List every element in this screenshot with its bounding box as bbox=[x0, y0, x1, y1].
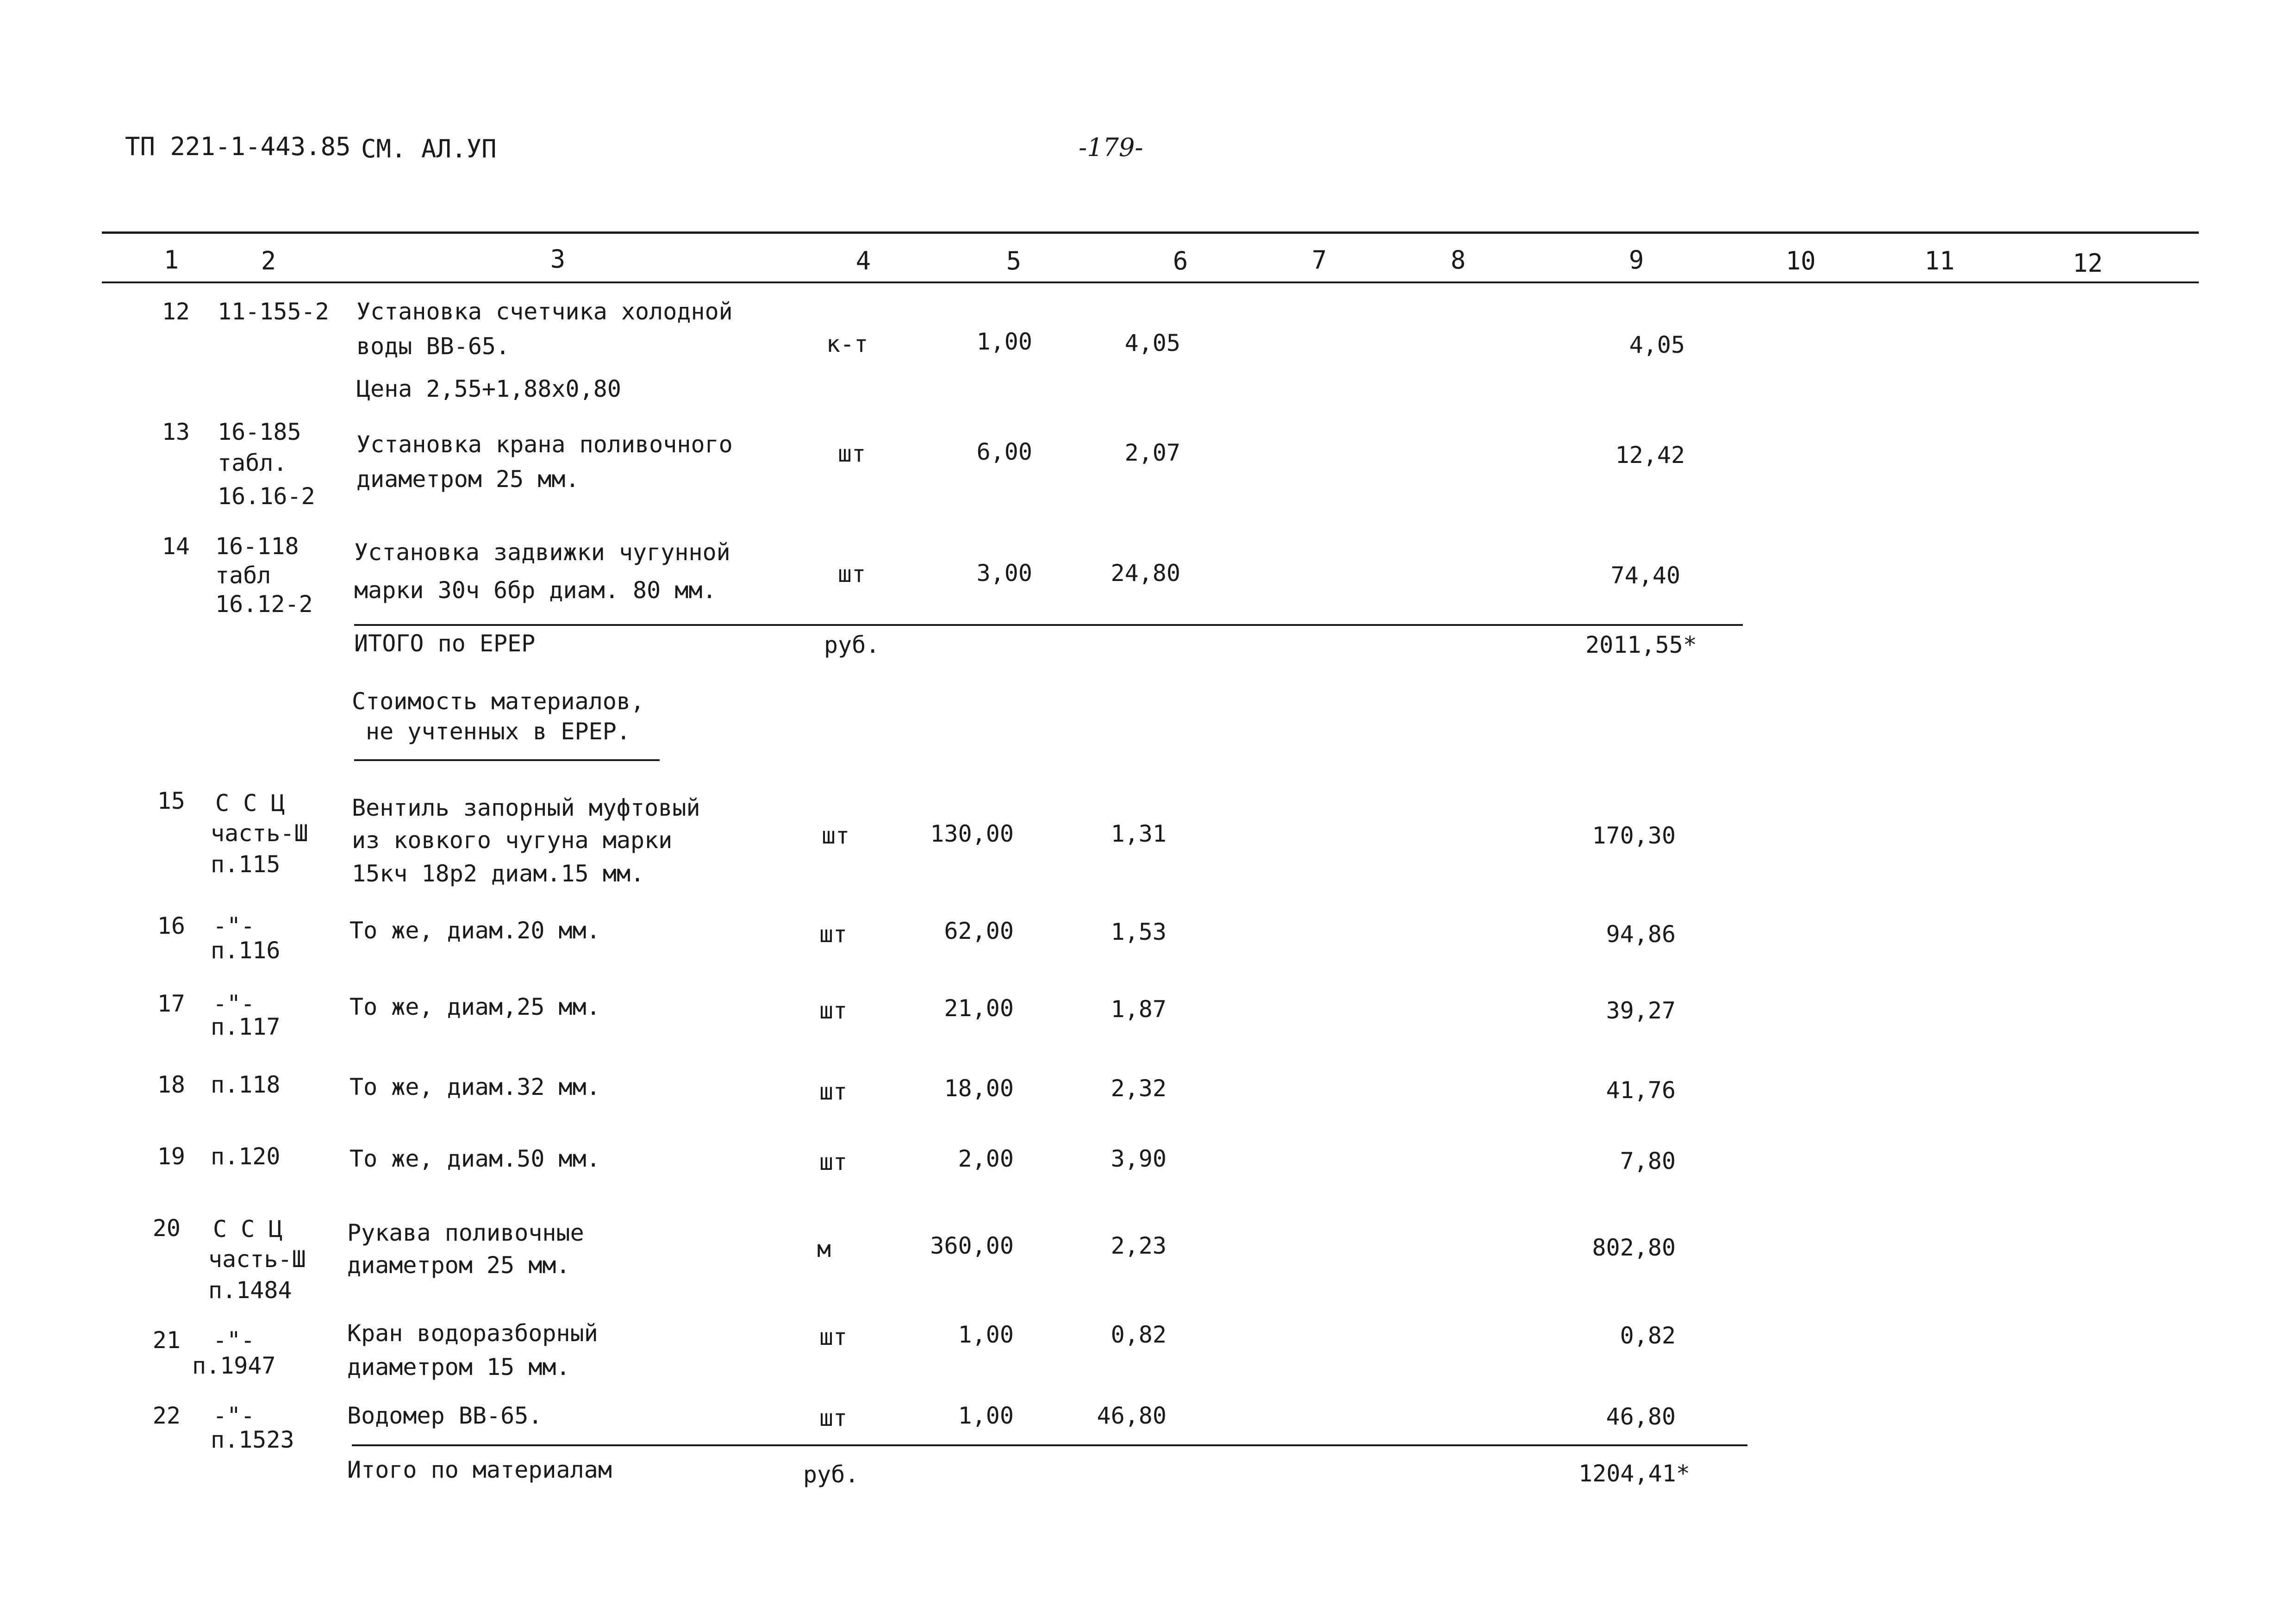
rate-code: часть-Ш bbox=[211, 820, 308, 847]
col-header-2: 2 bbox=[261, 246, 276, 275]
unit: шт bbox=[819, 1149, 848, 1175]
subtotal-unit: руб. bbox=[803, 1461, 859, 1488]
quantity: 1,00 bbox=[958, 1402, 1014, 1429]
unit-price: 4,05 bbox=[1124, 330, 1180, 356]
unit: шт bbox=[819, 921, 848, 948]
row-number: 13 bbox=[162, 418, 190, 445]
row-total: 7,80 bbox=[1620, 1148, 1676, 1174]
rate-code: п.117 bbox=[211, 1013, 281, 1040]
row-total: 74,40 bbox=[1610, 562, 1680, 589]
item-description: То же, диам.32 мм. bbox=[349, 1074, 600, 1100]
col-header-1: 1 bbox=[163, 245, 179, 275]
row-total: 12,42 bbox=[1615, 442, 1685, 468]
item-description: марки 30ч 6бр диам. 80 мм. bbox=[354, 577, 717, 604]
unit-price: 1,31 bbox=[1111, 820, 1167, 847]
row-number: 12 bbox=[162, 298, 190, 325]
unit: шт bbox=[819, 1324, 848, 1350]
item-description: Рукава поливочные bbox=[347, 1219, 584, 1246]
item-description: Кран водоразборный bbox=[347, 1320, 598, 1347]
unit-price: 2,32 bbox=[1111, 1075, 1167, 1102]
page-number: -179- bbox=[1079, 133, 1143, 162]
rate-code: 16.12-2 bbox=[215, 591, 313, 618]
quantity: 18,00 bbox=[944, 1075, 1014, 1102]
row-total: 46,80 bbox=[1606, 1403, 1676, 1430]
subtotal-label: ИТОГО по ЕРЕР bbox=[354, 630, 536, 657]
rate-code: -"- bbox=[213, 912, 255, 939]
quantity: 3,00 bbox=[976, 560, 1032, 587]
materials-subtotal-rule bbox=[352, 1444, 1747, 1446]
item-description: из ковкого чугуна марки bbox=[352, 827, 673, 854]
table-header-rule bbox=[102, 281, 2199, 283]
rate-code: 16-118 bbox=[215, 533, 299, 560]
row-total: 41,76 bbox=[1606, 1077, 1676, 1104]
row-total: 39,27 bbox=[1606, 997, 1676, 1024]
col-header-9: 9 bbox=[1628, 245, 1644, 275]
unit-price: 3,90 bbox=[1111, 1145, 1167, 1172]
subtotal-total: 2011,55* bbox=[1585, 631, 1697, 658]
item-description: диаметром 25 мм. bbox=[356, 466, 580, 493]
quantity: 62,00 bbox=[944, 918, 1014, 944]
price-note: Цена 2,55+1,88х0,80 bbox=[356, 375, 621, 402]
row-number: 17 bbox=[157, 990, 185, 1017]
subtotal-rule bbox=[354, 624, 1743, 626]
unit: шт bbox=[819, 1078, 848, 1105]
quantity: 2,00 bbox=[958, 1145, 1014, 1172]
row-number: 15 bbox=[157, 787, 185, 814]
subtotal-unit: руб. bbox=[824, 631, 880, 658]
row-number: 22 bbox=[152, 1402, 181, 1429]
unit: м bbox=[817, 1236, 831, 1262]
quantity: 360,00 bbox=[930, 1232, 1014, 1259]
rate-code: п.118 bbox=[211, 1071, 281, 1098]
unit-price: 0,82 bbox=[1111, 1321, 1167, 1348]
item-description: То же, диам,25 мм. bbox=[349, 993, 600, 1020]
rate-code: 11-155-2 bbox=[218, 298, 329, 325]
col-header-10: 10 bbox=[1785, 246, 1816, 275]
row-total: 802,80 bbox=[1592, 1234, 1676, 1261]
rate-code: п.1484 bbox=[208, 1277, 292, 1304]
row-number: 19 bbox=[157, 1143, 185, 1170]
rate-code: 16.16-2 bbox=[218, 483, 315, 510]
row-total: 0,82 bbox=[1620, 1322, 1676, 1349]
unit-price: 2,07 bbox=[1124, 439, 1180, 466]
col-header-8: 8 bbox=[1450, 245, 1466, 275]
item-description: Водомер ВВ-65. bbox=[347, 1402, 543, 1429]
row-number: 14 bbox=[162, 533, 190, 560]
item-description: То же, диам.50 мм. bbox=[349, 1145, 600, 1172]
table-top-rule bbox=[102, 231, 2199, 234]
quantity: 1,00 bbox=[976, 328, 1032, 355]
col-header-6: 6 bbox=[1173, 246, 1188, 275]
rate-code: -"- bbox=[213, 1327, 255, 1354]
unit: шт bbox=[838, 440, 866, 467]
unit-price: 46,80 bbox=[1097, 1402, 1167, 1429]
unit: шт bbox=[838, 561, 866, 587]
unit: к-т bbox=[826, 331, 868, 357]
rate-code: часть-Ш bbox=[208, 1246, 306, 1273]
col-header-12: 12 bbox=[2072, 249, 2103, 278]
quantity: 6,00 bbox=[976, 438, 1032, 465]
rate-code: -"- bbox=[213, 990, 255, 1017]
album-reference: СМ. АЛ.УП bbox=[361, 134, 497, 163]
unit-price: 1,53 bbox=[1111, 918, 1167, 945]
subtotal-total: 1204,41* bbox=[1578, 1460, 1690, 1487]
item-description: Установка задвижки чугунной bbox=[354, 539, 730, 566]
section-heading-underline bbox=[354, 759, 660, 761]
subtotal-label: Итого по материалам bbox=[347, 1456, 612, 1483]
col-header-7: 7 bbox=[1311, 245, 1327, 275]
document-code: ТП 221-1-443.85 bbox=[125, 132, 351, 161]
quantity: 21,00 bbox=[944, 995, 1014, 1022]
item-description: диаметром 25 мм. bbox=[347, 1252, 570, 1279]
section-heading-line: не учтенных в ЕРЕР. bbox=[366, 718, 630, 745]
row-number: 18 bbox=[157, 1071, 185, 1098]
item-description: 15кч 18р2 диам.15 мм. bbox=[352, 860, 645, 887]
row-total: 94,86 bbox=[1606, 921, 1676, 948]
col-header-11: 11 bbox=[1924, 246, 1955, 275]
quantity: 130,00 bbox=[930, 820, 1014, 847]
rate-code: п.115 bbox=[211, 851, 281, 878]
rate-code: п.116 bbox=[211, 937, 281, 964]
rate-code: С С Ц bbox=[213, 1216, 283, 1243]
row-number: 16 bbox=[157, 912, 185, 939]
unit: шт bbox=[819, 997, 848, 1024]
item-description: Установка счетчика холодной bbox=[356, 298, 733, 325]
unit: шт bbox=[822, 822, 850, 849]
row-total: 4,05 bbox=[1629, 331, 1685, 358]
rate-code: табл. bbox=[218, 450, 287, 476]
rate-code: 16-185 bbox=[218, 418, 301, 445]
item-description: диаметром 15 мм. bbox=[347, 1354, 570, 1380]
rate-code: п.1523 bbox=[211, 1426, 294, 1453]
item-description: Установка крана поливочного bbox=[356, 431, 733, 458]
rate-code: -"- bbox=[213, 1402, 255, 1429]
item-description: То же, диам.20 мм. bbox=[349, 917, 600, 944]
item-description: Вентиль запорный муфтовый bbox=[352, 794, 700, 821]
unit: шт bbox=[819, 1405, 848, 1431]
col-header-3: 3 bbox=[550, 244, 566, 274]
row-total: 170,30 bbox=[1592, 822, 1676, 849]
col-header-5: 5 bbox=[1006, 246, 1022, 275]
row-number: 20 bbox=[152, 1215, 181, 1242]
section-heading-line: Стоимость материалов, bbox=[352, 688, 645, 715]
rate-code: п.1947 bbox=[192, 1352, 276, 1379]
unit-price: 1,87 bbox=[1111, 996, 1167, 1023]
rate-code: п.120 bbox=[211, 1143, 281, 1170]
unit-price: 2,23 bbox=[1111, 1232, 1167, 1259]
rate-code: табл bbox=[215, 562, 271, 589]
col-header-4: 4 bbox=[855, 246, 871, 275]
quantity: 1,00 bbox=[958, 1321, 1014, 1348]
unit-price: 24,80 bbox=[1111, 560, 1180, 587]
item-description: воды ВВ-65. bbox=[356, 333, 510, 360]
row-number: 21 bbox=[152, 1327, 181, 1354]
rate-code: С С Ц bbox=[215, 790, 285, 817]
